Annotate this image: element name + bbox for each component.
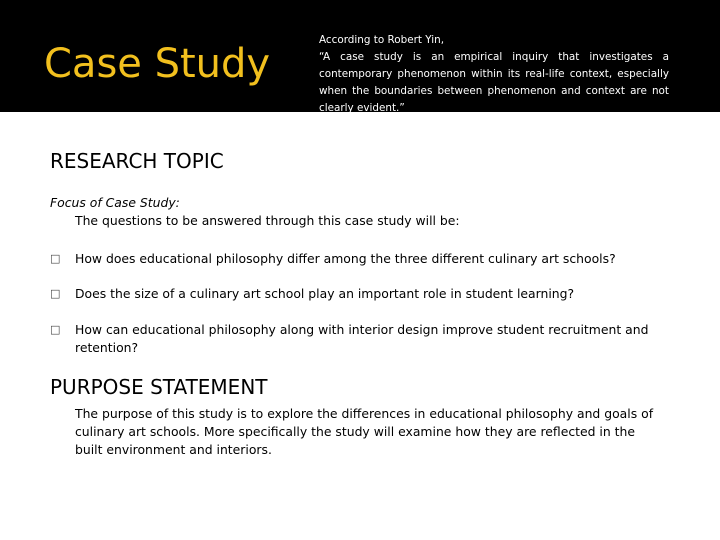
quote-text: “A case study is an empirical inquiry that investigates a contemporary phenomenon within its real-life context, especially when the boundaries between phenomenon and context are not clearly evident.” xyxy=(319,51,669,114)
research-question-text: How can educational philosophy along with interior design improve student recruitment and retention? xyxy=(75,322,649,355)
research-question xyxy=(50,250,660,268)
research-question xyxy=(50,321,660,357)
purpose-statement-text: The purpose of this study is to explore the differences in educational philosophy and goals of culinary art schools. More specifically the study will examine how they are reflected in the built environment and interiors. xyxy=(75,406,654,457)
square-bullet-icon: □ xyxy=(50,323,61,336)
research-question xyxy=(50,285,660,303)
slide-title: Case Study xyxy=(44,41,271,87)
research-topic-heading: RESEARCH TOPIC xyxy=(50,149,224,173)
research-question-text: How does educational philosophy differ among the three different culinary art schools? xyxy=(75,251,616,266)
square-bullet-icon: □ xyxy=(50,287,61,300)
header-band xyxy=(0,0,720,112)
definition-quote xyxy=(319,32,669,117)
square-bullet-icon: □ xyxy=(50,252,61,265)
quote-attribution: According to Robert Yin, xyxy=(319,34,444,46)
purpose-statement-heading: PURPOSE STATEMENT xyxy=(50,375,268,399)
focus-label: Focus of Case Study: xyxy=(50,195,180,210)
research-question-text: Does the size of a culinary art school play an important role in student learning? xyxy=(75,286,575,301)
focus-intro: The questions to be answered through this case study will be: xyxy=(75,213,460,228)
